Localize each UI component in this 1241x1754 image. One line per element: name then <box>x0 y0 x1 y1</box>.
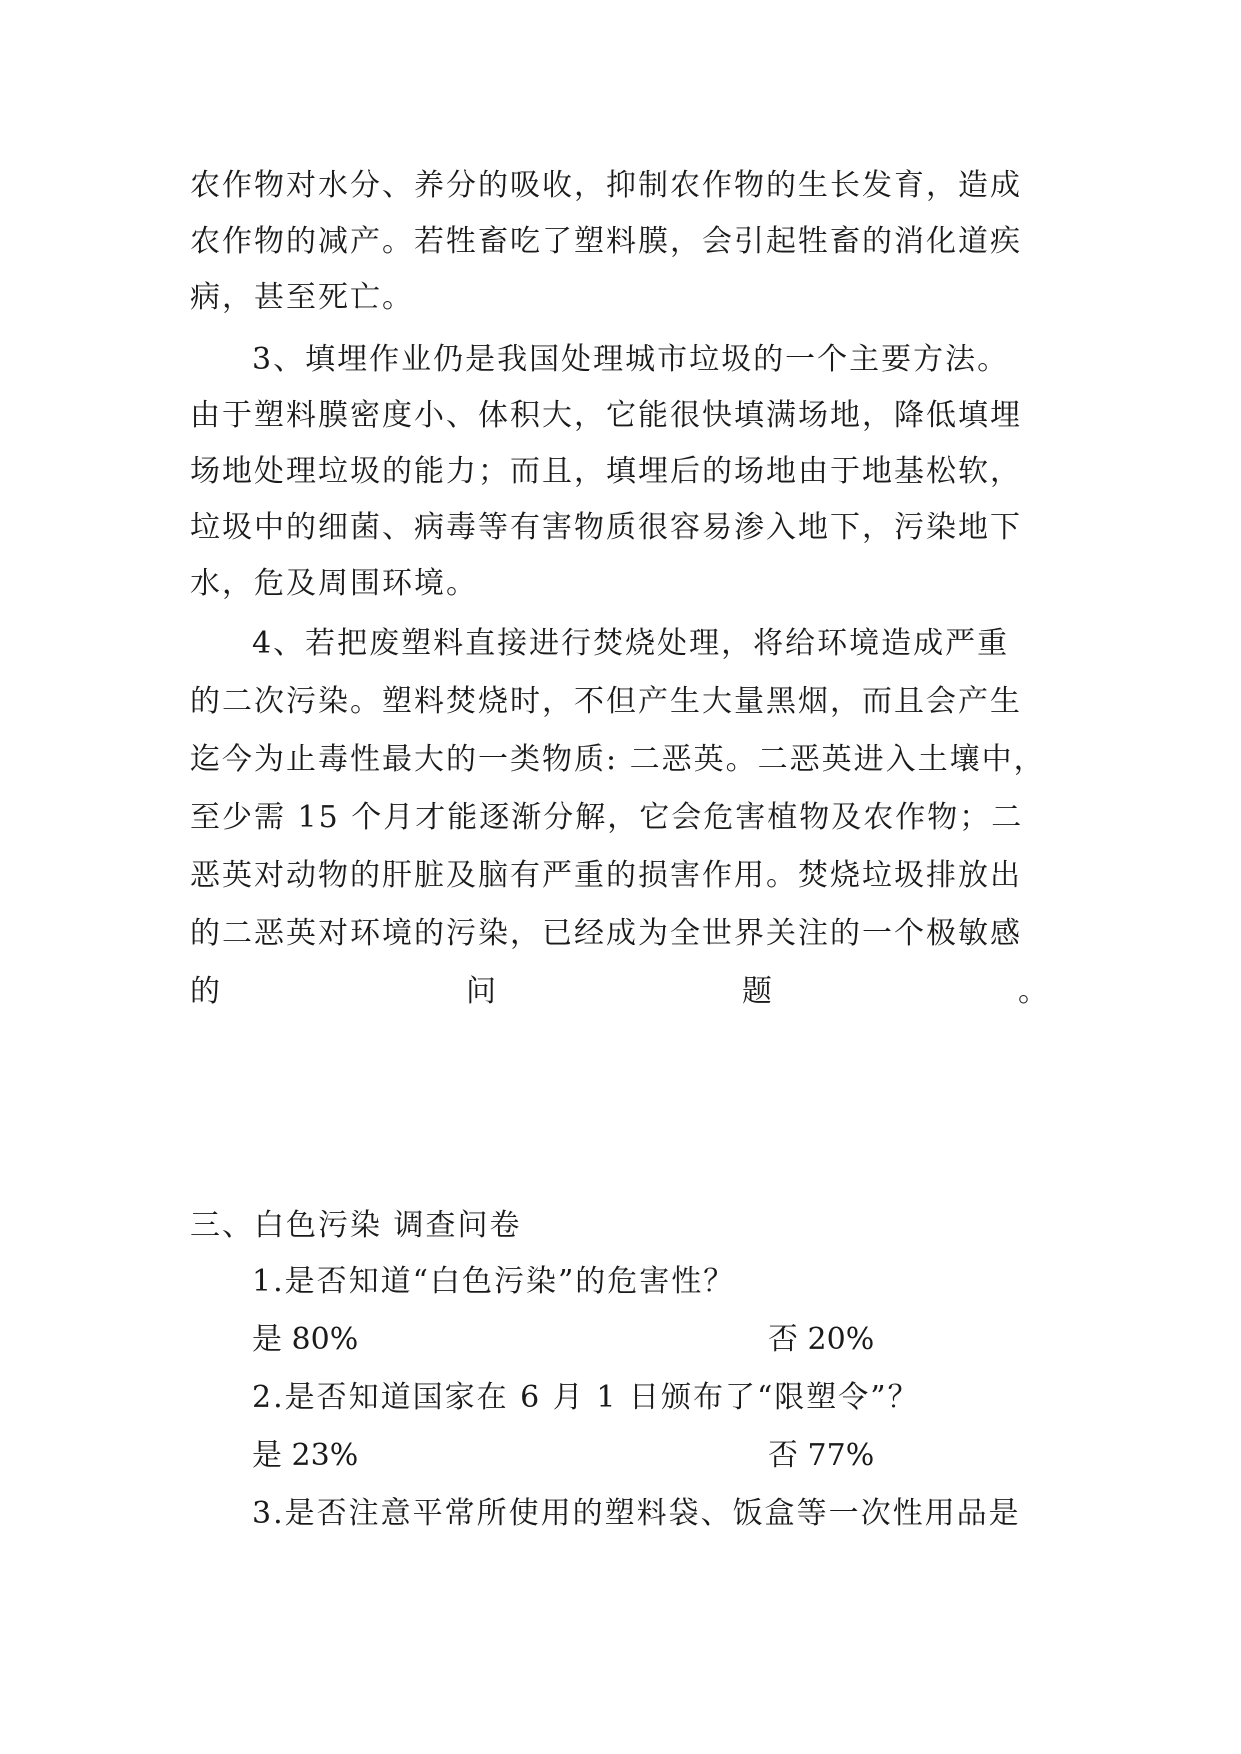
paragraph-line-justified <box>190 972 1050 1012</box>
paragraph-line: 的二恶英对环境的污染，已经成为全世界关注的一个极敏感 <box>190 916 1022 951</box>
paragraph-line: 水，危及周围环境。 <box>190 566 478 601</box>
survey-question: 3.是否注意平常所使用的塑料袋、饭盒等一次性用品是 <box>252 1496 1021 1531</box>
answer-yes: 是 23% <box>252 1438 359 1473</box>
answer-no: 否 77% <box>768 1438 875 1473</box>
section-heading: 三、白色污染 调查问卷 <box>190 1208 522 1243</box>
paragraph-line: 由于塑料膜密度小、体积大，它能很快填满场地，降低填埋 <box>190 398 1022 433</box>
justified-word: 题 <box>742 974 774 1009</box>
survey-question: 2.是否知道国家在 6 月 1 日颁布了“限塑令”？ <box>252 1380 920 1415</box>
paragraph-line: 至少需 15 个月才能逐渐分解，它会危害植物及农作物；二 <box>190 800 1024 835</box>
justified-word: 问 <box>466 974 498 1009</box>
paragraph-line: 垃圾中的细菌、病毒等有害物质很容易渗入地下，污染地下 <box>190 510 1022 545</box>
justified-word: 的 <box>190 974 222 1009</box>
survey-question: 1.是否知道“白色污染”的危害性？ <box>252 1264 736 1299</box>
paragraph-line: 迄今为止毒性最大的一类物质: 二恶英。二恶英进入土壤中， <box>190 742 1046 777</box>
paragraph-line: 的二次污染。塑料焚烧时，不但产生大量黑烟，而且会产生 <box>190 684 1022 719</box>
paragraph-line: 3、填埋作业仍是我国处理城市垃圾的一个主要方法。 <box>252 342 1010 377</box>
justified-word: 。 <box>1018 974 1050 1009</box>
paragraph-line: 恶英对动物的肝脏及脑有严重的损害作用。焚烧垃圾排放出 <box>190 858 1022 893</box>
paragraph-line: 农作物对水分、养分的吸收，抑制农作物的生长发育，造成 <box>190 168 1022 203</box>
paragraph-line: 4、若把废塑料直接进行焚烧处理，将给环境造成严重 <box>252 626 1010 661</box>
answer-no: 否 20% <box>768 1322 875 1357</box>
paragraph-line: 农作物的减产。若牲畜吃了塑料膜，会引起牲畜的消化道疾 <box>190 224 1022 259</box>
answer-yes: 是 80% <box>252 1322 359 1357</box>
paragraph-line: 场地处理垃圾的能力；而且，填埋后的场地由于地基松软， <box>190 454 1022 489</box>
paragraph-line: 病，甚至死亡。 <box>190 280 414 315</box>
